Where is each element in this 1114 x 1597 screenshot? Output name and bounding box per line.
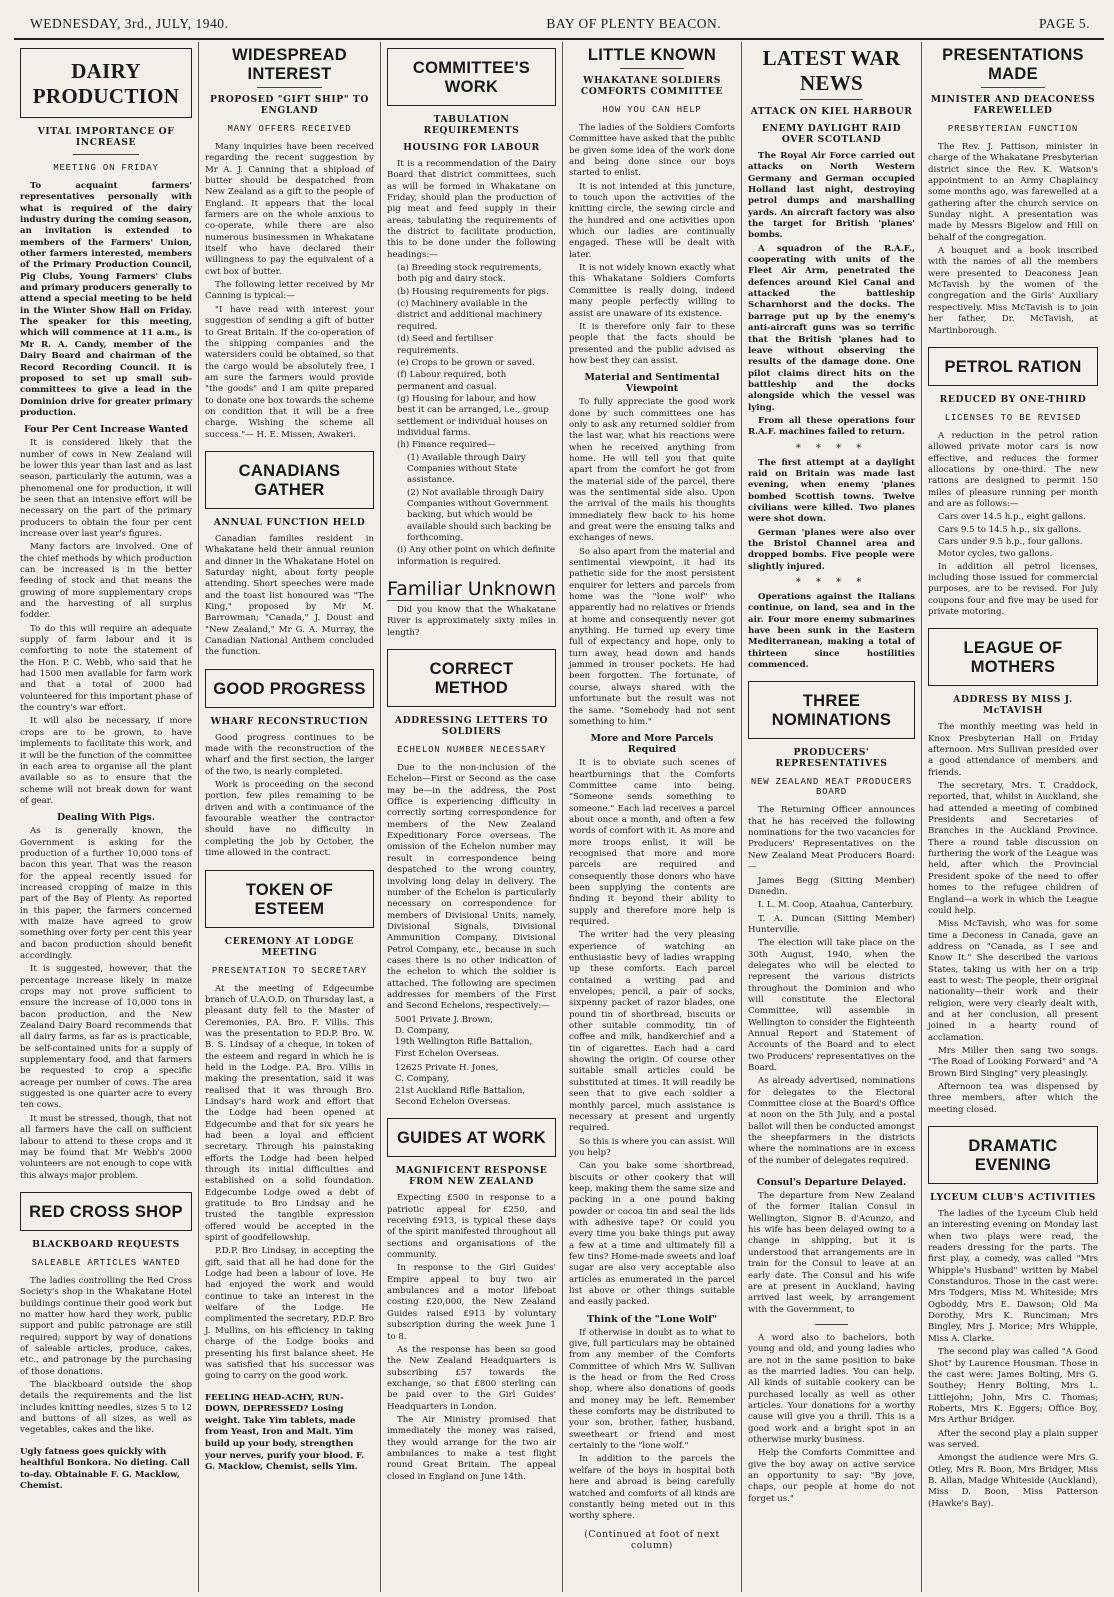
paragraph: P.D.P. Bro Lindsay, in accepting the gift, said that all he had done for the Lodge had been a labour of love. He had enjoyed the work and would continue to take an interest in the welfare of the Lodge. He complimented the secretary, P.D.P. Bro J. Mullins, on his efficiency in taking charge of the Lodge books and presenting his first balance sheet. He was satisfied that his successor was going to carry on the good work. bbox=[205, 1246, 374, 1382]
paragraph: The ladies of the Lyceum Club held an interesting evening on Monday last when two plays were read, the readers dressing for the parts. The first play, a comedy, was called "Mrs Whipple's Husband" written by Mabel Constanduros. Those in the cast were: Mrs Todgers, Miss M. Whiteside; Mrs Ogboddy, Mrs E. Dawson; Old Ma Dorothy, Mrs K. Runciman; Mrs Bingley, Mrs J. Morice; Mrs Whipple, Miss A. Clarke. bbox=[928, 1209, 1098, 1344]
paragraph: A squadron of the R.A.F., cooperating with units of the Fleet Air Arm, penetrated the defences around Kiel Canal and attacked the battleship Scharnhorst and the docks. The barrage put up by the enemy's anti-aircraft guns was so terrific that the British 'planes had to leave without observing the results of the damage done. One pilot claims direct hits on the battleship and the docks alongside which the vessel was lying. bbox=[748, 243, 915, 413]
paragraph: Amongst the audience were Mrs G. Otley, Mrs R. Boon, Mrs Bridger, Miss B. Allan, Madge Whiteside (Auckland), Miss D. Boon, Miss Patterson (Hawke's Bay). bbox=[928, 1453, 1098, 1509]
divider bbox=[73, 154, 138, 155]
subheading: BLACKBOARD REQUESTS bbox=[32, 1238, 180, 1250]
subheading: PRESBYTERIAN FUNCTION bbox=[947, 124, 1079, 134]
article-league-of-mothers bbox=[928, 628, 1098, 1116]
headline: GUIDES AT WORK bbox=[396, 1129, 547, 1148]
headline: LATEST WAR NEWS bbox=[762, 46, 901, 95]
subheading: MANY OFFERS RECEIVED bbox=[227, 124, 352, 134]
paragraph: Expecting £500 in response to a patriotic appeal for £250, and receiving £913, is typical these days of the spirit manifested throughout all sections and organisations of the community. bbox=[387, 1193, 556, 1261]
article-little-known bbox=[569, 46, 735, 1551]
paragraph: To do this will require an adequate supply of farm labour and it is comforting to note the statement of the Hon. P. C. Webb, who said that he had 1500 men available for farm work and that a total of 2000 had volunteered for this important phase of the country's war effort. bbox=[20, 623, 192, 714]
side-heading: More and More Parcels Required bbox=[590, 733, 714, 756]
paragraph: The ladies of the Soldiers Comforts Committee have asked that the public be given some idea of the work done and being done since our boys started to enlist. bbox=[569, 123, 735, 179]
article-good-progress bbox=[205, 669, 374, 860]
subheading: SALEABLE ARTICLES WANTED bbox=[31, 1257, 181, 1268]
subheading: LICENSES TO BE REVISED bbox=[944, 412, 1082, 423]
paragraph: Afternoon tea was dispensed by three members, after which the meeting closed. bbox=[928, 1082, 1098, 1115]
article-red-cross-shop bbox=[20, 1192, 192, 1437]
divider bbox=[981, 87, 1046, 88]
issue-date: WEDNESDAY, 3rd., JULY, 1940. bbox=[30, 16, 229, 31]
headline: GOOD PROGRESS bbox=[213, 679, 366, 698]
subheading: PROPOSED "GIFT SHIP" TO ENGLAND bbox=[210, 94, 369, 116]
address-line: First Echelon Overseas. bbox=[395, 1048, 500, 1059]
subheading: LYCEUM CLUB'S ACTIVITIES bbox=[930, 1192, 1096, 1204]
paragraph: Many inquiries have been received regarding the recent suggestion by Mr A. J. Canning that a shipload of butter should be despatched from New Zealand as a gift to the people of England. It appears that the local farmers are on the whole anxious to co-operate, while there are also numerous businessmen in Whakatane itself who have declared their willingness to pay the equivalent of a cwt box of butter. bbox=[205, 142, 374, 277]
subheading: HOUSING FOR LABOUR bbox=[403, 142, 540, 153]
address-line: 5001 Private J. Brown, bbox=[395, 1014, 493, 1025]
headline: LITTLE KNOWN bbox=[587, 46, 717, 64]
list-item: (a) Breeding stock requirements, both pig and dairy stock. bbox=[397, 263, 542, 285]
address-line: 21st Auckland Rifle Battalion, bbox=[395, 1085, 526, 1096]
paragraph: It is considered likely that the number of cows in New Zealand will be lower this year than last and as last season, particularly the autumn, was a phenomenal one for production, it will be seen that an intensive effort will be necessary on the part of the primary producers to obtain the four per cent increase over last year's figures. bbox=[20, 438, 192, 539]
article-familiar-unknown bbox=[387, 578, 556, 639]
address-line: 12625 Private H. Jones, bbox=[395, 1063, 499, 1073]
column-1 bbox=[14, 42, 199, 1592]
divider bbox=[620, 68, 683, 69]
paragraph: The first attempt at a daylight raid on Britain was made last evening, when enemy 'planes bombed Scottish towns. Twelve civilians were killed. Two planes were shot down. bbox=[748, 457, 915, 525]
paragraph: Mrs Miller then sang two songs. "The Road of Looking Forward" and "A Brown Bird Singing" very pleasingly. bbox=[928, 1045, 1098, 1079]
list-item: (c) Machinery available in the district and additional machinery required. bbox=[397, 299, 543, 332]
paragraph: So also apart from the material and sentimental viewpoint, it had its pathetic side for the most persistent enquirer for letters and parcels from home was the "lone wolf" who apparently had no relatives or friends at home and consequently never got anything. He turned up every time full of expectancy and hope, only to turn away, head down and hands jammed in trouser pockets. He had been forgotten. The fortunate, of course, always shared with the unfortunate but the result was not the same. "Somebody had not sent something to him." bbox=[569, 546, 735, 727]
paragraph: A reduction in the petrol ration allowed private motor cars is now effective, and reduces the former allocations by one-third. The new rations are designed to permit 150 miles of pleasure running per month and are as follows:— bbox=[928, 430, 1098, 509]
nominee: James Begg (Sitting Member) Dunedin. bbox=[748, 875, 915, 897]
ration-list bbox=[938, 512, 1098, 560]
sample-address-1 bbox=[387, 1015, 556, 1060]
paragraph: As the response has been so good the New Zealand Headquarters is subscribing £57 towards the exchange, so that £800 sterling can be paid over to the Girl Guides' Headquarters in London. bbox=[387, 1344, 556, 1412]
divider bbox=[257, 87, 321, 88]
divider bbox=[800, 99, 863, 100]
subheading: VITAL IMPORTANCE OF INCREASE bbox=[37, 126, 175, 148]
list-item: (b) Housing requirements for pigs. bbox=[397, 286, 549, 297]
paragraph: The writer had the very pleasing experience of watching an enthusiastic bevy of ladies wrapping up these comforts. Each parcel contained a writing pad and envelopes, pencil, a pair of socks, sixpenny packet of razor blades, one pound tin of shortbread, biscuits or other suitable commodity, tin of coffee and milk, handkerchief and a tin of cigarettes. Each had a card showing the origin. Of course other suitable small articles could be substituted at times. It will readily be seen that to give each soldier a monthly parcel, much assistance is necessary at present and urgently required. bbox=[569, 930, 735, 1134]
paragraph: The monthly meeting was held in Knox Presbyterian Hall on Friday afternoon. Mrs Sullivan presided over a good attendance of members and friends. bbox=[928, 722, 1098, 778]
paragraph: The second play was called "A Good Shot" by Laurence Housman. Those in the cast were: James Bolting, Mrs G. Southey; Henry Bolting, Mrs L. Littlejohn; John, Mrs C. Thomas; Roberts, Mrs K. Eggers; Office Boy, Mrs Arthur Bridger. bbox=[928, 1347, 1098, 1426]
headline: WIDESPREAD INTEREST bbox=[232, 46, 347, 83]
headings-list bbox=[397, 263, 556, 568]
paragraph: In addition to the parcels the welfare of the boys in hospital both here and abroad is being carefully watched and comforts of all kinds are constantly being meted out in this worthy sphere. bbox=[569, 1454, 735, 1522]
headline-box bbox=[205, 870, 374, 928]
paragraph: The blackboard outside the shop details the requirements and the list includes knitting needles, sizes 5 to 12 and buttons of all sizes, as well as vegetables, cakes and the like. bbox=[20, 1379, 192, 1436]
paragraph: If otherwise in doubt as to what to give, full particulars may be obtained from any member of the Comforts Committee of which Mrs W. Sullivan is the head or from the Red Cross shop, where also donations of goods and money may be left. Remember these comforts may be distributed to your son, brother, father, husband, sweetheart or friend and most certainly to the "lone wolf." bbox=[569, 1327, 735, 1452]
article-petrol-ration bbox=[928, 347, 1098, 619]
paragraph: To acquaint farmers' representatives personally with what is required of the dairy industry during the coming season, an invitation is extended to members of the Farmers' Union, other farmers interested, members of the Primary Production Council, Pig Clubs, Young Farmers' Clubs and primary producers generally to attend a special meeting to be held in the Winter Show Hall on Friday. The speaker for this meeting, which will commence at 11 a.m., is Mr R. A. Candy, member of the Dairy Board and chairman of the Record Recording Council. It is proposed to set up small sub-committees to give a lead in the Dominion drive for greater primary production. bbox=[20, 181, 192, 418]
list-item: (d) Seed and fertiliser requirements. bbox=[397, 334, 493, 356]
headline-box bbox=[748, 681, 915, 739]
headline: PRESENTATIONS MADE bbox=[942, 46, 1084, 83]
advertisement: Ugly fatness goes quickly with healthful Bonkora. No dieting. Call to-day. Obtainable F. G. Macklow, Chemist. bbox=[20, 1446, 190, 1492]
article-latest-war-news bbox=[748, 46, 915, 671]
column-3 bbox=[381, 42, 563, 1592]
headline-box bbox=[205, 669, 374, 708]
paragraph: At the meeting of Edgecumbe branch of U.A.O.D. on Thursday last, a pleasant duty fell to the Master of Ceremonies, P.A. Bro. F. Villis. This was the presentation to P.D.P. Bro. W. B. S. Lindsay of a cheque, in token of the esteem and regard in which he is held in the Lodge. P.A. Bro. Villis in making the presentation, said it was realised that it was through Bro. Lindsay's hard work and effort that the Lodge had been opened at Edgecumbe and that for six years he had been a loyal and efficient secretary. Through his painstaking efforts the Lodge had been helped through its initial difficulties and established on a solid foundation. Edgecumbe Lodge owed a debt of gratitude to Bro Lindsay and he trusted the tangible expression offered would be accepted in the spirit of goodfellowship. bbox=[205, 983, 374, 1244]
paragraph: A bouquet and a book inscribed with the names of all the members were presented to Deaconess Jean McTavish by the women of the congregation and the Girls' Auxiliary respectively. Miss McTavish is to join her father, Dr. McTavish, at Martinborough. bbox=[928, 246, 1098, 336]
paragraph: Good progress continues to be made with the reconstruction of the wharf and the first section, the larger of the two, is nearly completed. bbox=[205, 732, 374, 777]
headline: CORRECT METHOD bbox=[429, 660, 514, 698]
list-item: Cars under 9.5 h.p., four gallons. bbox=[938, 536, 1083, 547]
paragraph: In addition all petrol licenses, including those issued for commercial purposes, are to be revised. For July coupons four and five may be used for private motoring. bbox=[928, 561, 1098, 617]
page-number: PAGE 5. bbox=[1038, 16, 1090, 31]
headline-box bbox=[20, 48, 192, 118]
list-item: Cars over 14.5 h.p., eight gallons. bbox=[938, 512, 1086, 523]
article-dramatic-evening bbox=[928, 1126, 1098, 1510]
paragraph: So this is where you can assist. Will you help? bbox=[569, 1136, 735, 1158]
separator: * * * * bbox=[795, 442, 868, 454]
paragraph: It is therefore only fair to these people that the facts should be presented and the public advised as how best they can assist. bbox=[569, 321, 735, 366]
subheading: ANNUAL FUNCTION HELD bbox=[213, 516, 366, 528]
subheading: TABULATION REQUIREMENTS bbox=[423, 114, 520, 136]
paragraph: It must be stressed, though, that not all farmers have the call on sufficient labour to attend to these crops and it may be found that Mr Webb's 2000 volunteers are not enough to cope with this always major problem. bbox=[20, 1113, 192, 1181]
paragraph: Can you bake some shortbread, biscuits or other cookery that will keep, making them the same size and packing in a one pound baking powder or cocoa tin and seal the lids with adhesive tape? Or could you every time you bake things put away a few at a time and ultimately fill a few tins? Home-made sweets and loaf sugar are also very acceptable also articles as enumerated in the parcel list above or other things suitable and easily packed. bbox=[569, 1161, 735, 1308]
subheading: PRESENTATION TO SECRETARY bbox=[211, 965, 368, 976]
paragraph: The Rev. J. Pattison, minister in charge of the Whakatane Presbyterian district since the Rev. K. Watson's appointment to an Army Chaplaincy some months ago, was farewelled at a gathering after the church service on Sunday night. A presentation was made by Messrs Bigelow and Hill on behalf of the congregation. bbox=[928, 142, 1098, 243]
subheading: REDUCED BY ONE-THIRD bbox=[939, 393, 1087, 405]
paragraph: To fully appreciate the good work done by such committees one has only to ask any returned soldier from the last war, what his reactions were when he received anything from home. He will tell you that quite apart from the comfort he got from the material side of the parcel, there was the sentimental side also. Upon the arrival of the mails his thoughts immediately flew back to his home and great were the ensuing talks and exchanges of news. bbox=[569, 397, 735, 544]
subheading: MINISTER AND DEACONESS FAREWELLED bbox=[930, 94, 1096, 116]
masthead bbox=[30, 14, 1090, 34]
headline: DAIRY PRODUCTION bbox=[32, 59, 180, 108]
side-heading: Think of the "Lone Wolf" bbox=[586, 1313, 718, 1325]
side-heading: Dealing With Pigs. bbox=[57, 812, 155, 824]
column-5 bbox=[742, 42, 922, 1592]
address-line: D. Company, bbox=[395, 1025, 450, 1036]
paragraph: In response to the Girl Guides' Empire appeal to buy two air ambulances and a motor lifeboat costing £20,000, the New Zealand Guides raised £913 by voluntary subscription during the week June 1 to 8. bbox=[387, 1263, 556, 1342]
subheading: PRODUCERS' REPRESENTATIVES bbox=[775, 747, 888, 770]
paragraph: Did you know that the Whakatane River is approximately sixty miles in length? bbox=[387, 605, 556, 638]
article-widespread-interest bbox=[205, 46, 374, 441]
list-item: (h) Finance required— bbox=[397, 440, 496, 451]
article-presentations-made bbox=[928, 46, 1098, 337]
paragraph: It is not widely known exactly what this Whakatane Soldiers Comforts Committee is really doing, indeed many people perfectly willing to assist are unaware of its existence. bbox=[569, 263, 735, 319]
headline-box bbox=[928, 1126, 1098, 1184]
paragraph: German 'planes were also over the Bristol Channel area and dropped bombs. Five people were slightly injured. bbox=[748, 527, 915, 572]
paragraph: It is suggested, however, that the percentage increase likely in maize crops may not prove sufficient to ensure the increase of 10,000 tons in bacon production, and the New Zealand Dairy Board recommends that all dairy farms, as far as is practicable, be self-contained units for a supply of supplementary food, and that farmers be requested to crop a specific acreage per number of cows. The area suggested is one quarter acre to every ten cows. bbox=[20, 964, 192, 1111]
article-three-nominations bbox=[748, 681, 915, 1167]
side-heading: Material and Sentimental Viewpoint bbox=[584, 372, 720, 395]
nominee: I. L. M. Coop, Ataahua, Canterbury. bbox=[758, 900, 914, 911]
headline: CANADIANS GATHER bbox=[238, 461, 341, 499]
paragraph: From all these operations four R.A.F. machines failed to return. bbox=[748, 415, 915, 438]
subheading: WHARF RECONSTRUCTION bbox=[210, 715, 369, 727]
article-committees-work bbox=[387, 48, 556, 568]
headline-box bbox=[205, 451, 374, 509]
list-item: (f) Labour required, both permanent and casual. bbox=[397, 370, 507, 392]
paragraph: It is not intended at this juncture, to touch upon the activities of the knitting circle, the sewing circle and the hundred and one activities upon which our ladies are continually engaged. These will be dealt with later. bbox=[569, 181, 735, 260]
headline-box bbox=[928, 628, 1098, 686]
headline-box bbox=[928, 347, 1098, 386]
paragraph: It is to obviate such scenes of heartburnings that the Comforts Committee came into being. "Someone sends something to someone." Each lad receives a parcel about once a month, and often a few words of comfort with it. As more and more troops enlist, it will be recognised that more and more parcels are required and consequently those donors who have been supplying the contents are finding it beyond their ability to supply and therefore more help is required. bbox=[569, 758, 735, 927]
paragraph: The Returning Officer announces that he has received the following nominations for the two vacancies for Producers' Representatives on the New Zealand Meat Producers Board:— bbox=[748, 805, 915, 873]
paragraph: It will also be necessary, if more crops are to be grown, to have implements to facilitate this work, and it will be the function of the committee in each area to organise all the plant available so as to ensure that the scheme will not break down for want of gear. bbox=[20, 716, 192, 806]
subheading: ENEMY DAYLIGHT RAID OVER SCOTLAND bbox=[761, 123, 902, 145]
paragraph: "I have read with interest your suggestion of sending a gift of butter to Great Britain. If the co-operation of the shipping companies and the watersiders could be obtained, so that the cargo would be absolutely free, I am sure the farmers would provide "the goods" and I am quite prepared to donate one box towards the scheme on condition that it will be a free charge. Wishing the scheme all success."— H. E. Missen, Awakeri. bbox=[205, 304, 374, 440]
headline-box bbox=[387, 1118, 556, 1157]
list-item: (g) Housing for labour, and how best it can be arranged, i.e., group settlement or individual houses on individual farms. bbox=[397, 393, 549, 438]
headline: RED CROSS SHOP bbox=[29, 1202, 183, 1221]
paragraph: As is generally known, the Government is asking for the production of a further 10,000 tons of bacon this year. That was the reason for the appeal recently issued for increased cropping of maize in this part of the Bay of Plenty. As reported in this paper, the farmers concerned with maize have agreed to grow something over forty per cent this year and bacon production should benefit accordingly. bbox=[20, 826, 192, 961]
side-heading: Consul's Departure Delayed. bbox=[756, 1177, 907, 1189]
side-heading: Four Per Cent Increase Wanted bbox=[23, 424, 189, 436]
paper-title: BAY OF PLENTY BEACON. bbox=[546, 16, 722, 31]
list-item: (e) Crops to be grown or saved. bbox=[397, 357, 535, 368]
continued-note: (Continued at foot of next column) bbox=[584, 1528, 720, 1551]
paragraph: Canadian families resident in Whakatane held their annual reunion and dinner in the Whakatane Hotel on Saturday night, about forty people attending. Short speeches were made and the toast list honoured was "The King," proposed by Mr M. Barrowman; "Canada," J. Doust and "New Zealand," Mr G. A. Murray, the Canadian National Anthem concluded the function. bbox=[205, 533, 374, 658]
paragraph: The departure from New Zealand of the former Italian Consul in Wellington, Signor B. d'Acunzo, and his wife has been delayed owing to a change in shipping, but it is understood that arrangements are in train for the Consul to leave at an early date. The Consul and his wife are at present in Auckland, having arrived last week, by arrangement with the Government, to bbox=[748, 1191, 915, 1315]
list-item: Motor cycles, two gallons. bbox=[938, 549, 1053, 560]
paragraph: Help the Comforts Committee and give the boy away on active service an opportunity to say: "By jove, chaps, our people at home do not forget us." bbox=[748, 1448, 915, 1504]
list-item: (2) Not available through Dairy Companies without Government backing, but which would be available should such backing be forthcoming. bbox=[407, 487, 552, 543]
headline: THREE NOMINATIONS bbox=[771, 692, 892, 730]
advertisement: FEELING HEAD-ACHY, RUN-DOWN, DEPRESSED? Losing weight. Take Yim tablets, made from Yeast, Iron and Malt. Yim build up your body, strengthen your nerves, purify your blood. F. G. Macklow, Chemist, sells Yim. bbox=[205, 1392, 365, 1473]
column-2 bbox=[199, 42, 381, 1592]
list-item: (i) Any other point on which definite information is required. bbox=[397, 545, 556, 567]
paragraph: Miss McTavish, who was for some time a Deconess in Canada, gave an address on "Canada, as I see and Know It." She described the various States, taking us with her on a trip east to west: The people, their original nationality—their work and their religion, were very clearly dealt with, and at her conclusion, all present joined in a hearty round of acclamation. bbox=[928, 919, 1098, 1043]
paragraph: The ladies controlling the Red Cross Society's shop in the Whakatane Hotel buildings continue their good work but no matter how hard they work, public support and public patronage are still required; support by way of donations of saleable articles, produce, cakes, etc., and patronage by the purchasing of those donations. bbox=[20, 1275, 192, 1377]
divider bbox=[815, 1324, 848, 1325]
paragraph: The secretary, Mrs. T. Craddock, reported, that, whilst in Auckland, she had attended a meeting of combined Presidents and Secretaries of Branches in the Auckland Province. There a round table discussion on furthering the work of the League was held, after which the Provincial President spoke of the need to offer homes to the refugee children of England—a work in which the League could help. bbox=[928, 781, 1098, 916]
headline: TOKEN OF ESTEEM bbox=[245, 880, 334, 918]
article-token-of-esteem bbox=[205, 870, 374, 1383]
paragraph: The following letter received by Mr Canning is typical:— bbox=[205, 280, 374, 302]
headline-box bbox=[387, 649, 556, 707]
paragraph: A word also to bachelors, both young and old, and young ladies who are not in the same position to bake as the married ladies. You can help. All kinds of suitable cookery can be purchased locally as well as other articles. Your donations for a worthy cause will give you a thrill. This is a good work and a bright spot in an otherwise murky business. bbox=[748, 1332, 915, 1445]
subheading: CEREMONY AT LODGE MEETING bbox=[224, 935, 355, 958]
subheading: MAGNIFICENT RESPONSE FROM NEW ZEALAND bbox=[395, 1165, 548, 1188]
subheading: WHAKATANE SOLDIERS COMFORTS COMMITTEE bbox=[580, 75, 724, 97]
paragraph: After the second play a plain supper was served. bbox=[928, 1428, 1098, 1450]
subheading: ADDRESSING LETTERS TO SOLDIERS bbox=[394, 715, 549, 738]
page-columns bbox=[14, 42, 1104, 1592]
headline: LEAGUE OF MOTHERS bbox=[963, 639, 1063, 677]
subheading: ADDRESS BY MISS J. McTAVISH bbox=[953, 694, 1073, 717]
subheading: ECHELON NUMBER NECESSARY bbox=[397, 745, 546, 756]
column-4 bbox=[563, 42, 742, 1592]
column-6 bbox=[922, 42, 1104, 1592]
paragraph: It is a recommendation of the Dairy Board that district committees, such as will be formed in Whakatane on Friday, should plan the production of pig meat and feed supply in their areas, tabulating the requirements of the district to facilitate production, this to be done under the following headings:— bbox=[387, 159, 556, 260]
paragraph: The Royal Air Force carried out attacks on North Western Germany and German occupied Holland last night, destroying petrol dumps and marshalling yards. An aircraft factory was also the target for British 'planes' bombs. bbox=[748, 151, 915, 241]
list-item: (1) Available through Dairy Companies without State assistance. bbox=[407, 452, 526, 486]
paragraph: The election will take place on the 30th August, 1940, when the delegates who will be elected to represent the various districts throughout the Dominion and who will constitute the Electoral Committee, will assemble in Wellington to consider the Eighteenth Annual Report and Statement of Accounts of the Board and to elect two Producers' representatives on the Board. bbox=[748, 938, 915, 1073]
paragraph: Work is proceeding on the second portion, few piles remaining to be driven and with a continuance of the favourable weather the contractor should have no difficulty in completing the job by October, the time allowed in the contract. bbox=[205, 780, 374, 859]
article-dairy-production bbox=[20, 48, 192, 1182]
subheading: NEW ZEALAND MEAT PRODUCERS BOARD bbox=[750, 777, 913, 798]
article-canadians-gather bbox=[205, 451, 374, 659]
headline-box bbox=[387, 48, 556, 106]
paragraph: Many factors are involved. One of the chief methods by which production can be increased is in the better feeding of stock and that means the growing of more supplementary crops and the harvesting of all surplus fodder. bbox=[20, 542, 192, 621]
separator: * * * * bbox=[795, 577, 868, 589]
masthead-rule bbox=[14, 38, 1104, 40]
subheading: ATTACK ON KIEL HARBOUR bbox=[750, 106, 913, 117]
headline: DRAMATIC EVENING bbox=[968, 1137, 1058, 1175]
list-item: Cars 9.5 to 14.5 h.p., six gallons. bbox=[938, 524, 1082, 535]
headline: Familiar Unknown bbox=[387, 578, 556, 601]
headline: PETROL RATION bbox=[944, 357, 1082, 376]
subheading: HOW YOU CAN HELP bbox=[602, 105, 702, 115]
nominee: T. A. Duncan (Sitting Member) Hunterville. bbox=[748, 913, 915, 935]
address-line: C. Company, bbox=[395, 1074, 450, 1085]
article-consul-departure bbox=[748, 1177, 915, 1505]
article-guides-at-work bbox=[387, 1118, 556, 1483]
address-line: Second Echelon Overseas. bbox=[395, 1097, 511, 1108]
paragraph: Operations against the Italians continue, on land, sea and in the air. Four more enemy submarines have been sunk in the Eastern Mediterranean, making a total of thirteen since hostilities commenced. bbox=[748, 592, 915, 671]
article-correct-method bbox=[387, 649, 556, 1108]
headline-box bbox=[20, 1192, 192, 1231]
sample-address-2 bbox=[387, 1063, 556, 1108]
headline: COMMITTEE'S WORK bbox=[412, 59, 531, 96]
paragraph: Due to the non-inclusion of the Echelon—First or Second as the case may be—in the address, the Post Office is experiencing difficulty in correctly sorting correspondence for members of the New Zealand Expeditionary Force overseas. The omission of the Echelon number may result in correspondence being despatched to the wrong country, involving long delay in delivery. The number of the Echelon is particularly necessary on correspondence for members of Divisional Units, namely, Divisional Signals, Divisional Ammunition Company, Divisional Petrol Company, etc., because in such cases there is no other indication of the echelon to which the soldier is attached. The following are specimen addresses for members of the First and Second Echelons, respectively:— bbox=[387, 763, 556, 1012]
paragraph: The Air Ministry promised that immediately the money was raised, they would arrange for the two air ambulances to make a test flight round Great Britain. The appeal closed in England on June 14th. bbox=[387, 1414, 556, 1482]
paragraph: As already advertised, nominations for delegates to the Electoral Committee close at the Board's Office at noon on the 5th July, and a postal ballot will then be conducted amongst the sheepfarmers in the districts where the nominations are in excess of the number of delegates required. bbox=[748, 1076, 915, 1166]
subheading: MEETING ON FRIDAY bbox=[53, 163, 159, 173]
address-line: 19th Wellington Rifle Battalion, bbox=[395, 1037, 533, 1048]
